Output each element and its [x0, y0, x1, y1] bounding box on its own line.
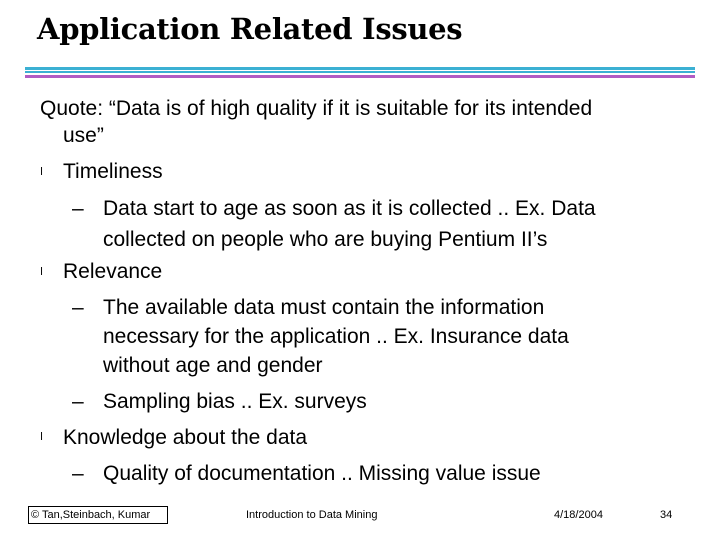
sub-item-line-3: without age and gender [103, 354, 323, 377]
footer-course: Introduction to Data Mining [246, 509, 378, 521]
title-underline-middle [25, 71, 695, 73]
bullet-icon: l [40, 430, 44, 443]
sub-item-line-1: Quality of documentation .. Missing value issue [103, 462, 541, 485]
dash-icon: – [72, 462, 84, 485]
sub-item-line-2: necessary for the application .. Ex. Insurance data [103, 325, 569, 348]
title-underline-top [25, 67, 695, 70]
dash-icon: – [72, 296, 84, 319]
sub-item-line-1: Sampling bias .. Ex. surveys [103, 390, 367, 413]
sub-item-line-2: collected on people who are buying Pentium II’s [103, 228, 548, 251]
footer-authors: © Tan,Steinbach, Kumar [31, 509, 151, 521]
footer-date: 4/18/2004 [554, 509, 603, 521]
bullet-timeliness: Timeliness [63, 160, 163, 183]
dash-icon: – [72, 390, 84, 413]
dash-icon: – [72, 197, 84, 220]
slide-title: Application Related Issues [37, 12, 463, 46]
quote-line-1: Quote: “Data is of high quality if it is suitable for its intended [40, 97, 593, 120]
bullet-knowledge: Knowledge about the data [63, 426, 308, 449]
title-underline-bottom [25, 75, 695, 78]
quote-line-2: use” [63, 124, 104, 147]
bullet-icon: l [40, 265, 44, 278]
sub-item-line-1: Data start to age as soon as it is collected .. Ex. Data [103, 197, 596, 220]
bullet-icon: l [40, 165, 44, 178]
bullet-relevance: Relevance [63, 260, 163, 283]
footer-page-number: 34 [660, 509, 673, 521]
sub-item-line-1: The available data must contain the information [103, 296, 545, 319]
